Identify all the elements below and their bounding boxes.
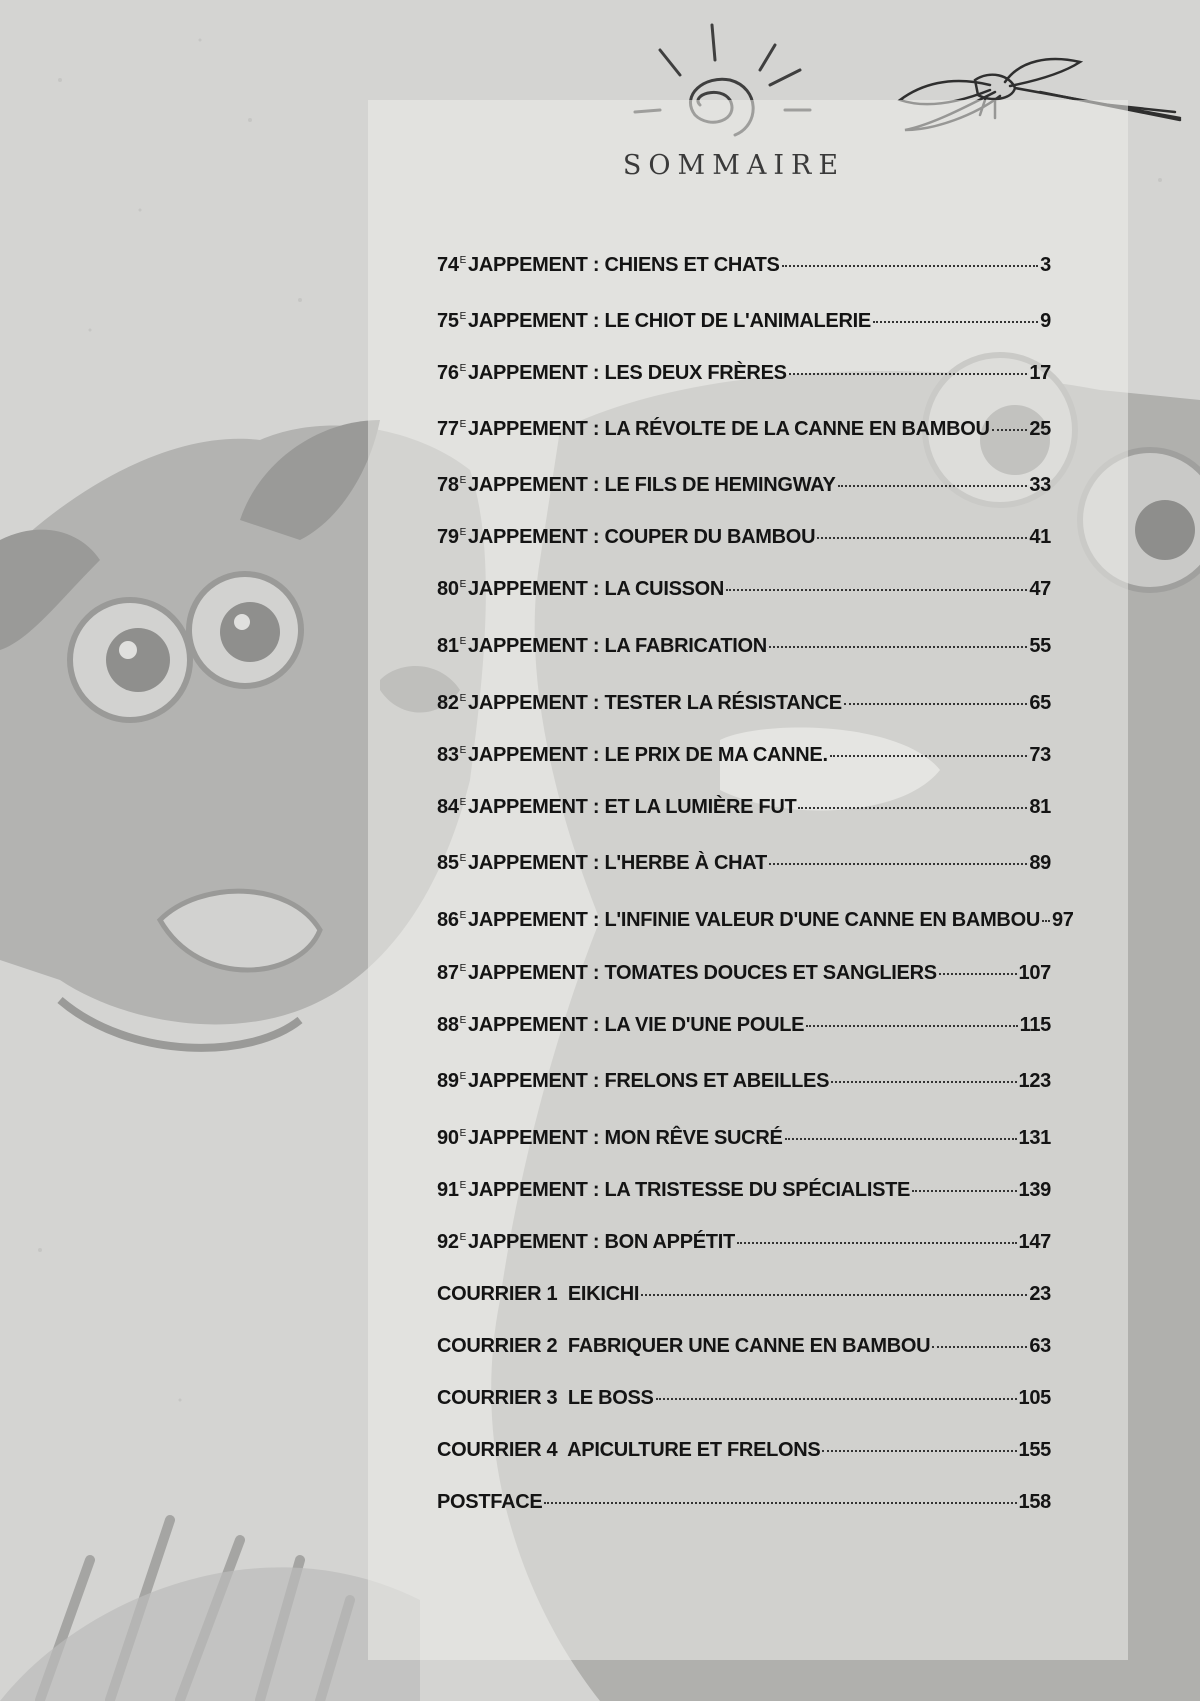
entry-title: MON RÊVE SUCRÉ	[604, 1127, 783, 1149]
entry-kind: JAPPEMENT	[468, 962, 588, 984]
entry-separator: :	[587, 578, 605, 600]
entry-separator	[557, 1387, 568, 1409]
page-number: 155	[1018, 1439, 1051, 1461]
toc-entry	[437, 1179, 1051, 1211]
chapter-number-suffix: E	[459, 255, 467, 266]
entry-separator	[557, 1283, 568, 1305]
page-number: 55	[1029, 635, 1051, 657]
entry-kind: JAPPEMENT	[468, 796, 588, 818]
chapter-number: 89	[437, 1070, 459, 1092]
toc-entry-label	[437, 852, 767, 875]
chapter-number-suffix: E	[459, 1180, 467, 1191]
toc-entry	[437, 362, 1051, 394]
entry-title: LA RÉVOLTE DE LA CANNE EN BAMBOU	[604, 418, 990, 440]
entry-kind: JAPPEMENT	[468, 852, 588, 874]
entry-separator: :	[587, 692, 605, 714]
page-number: 131	[1018, 1127, 1051, 1149]
entry-kind: COURRIER 1	[437, 1283, 558, 1305]
dot-leader	[932, 1346, 1027, 1348]
toc-entry	[437, 1014, 1051, 1046]
chapter-number: 92	[437, 1231, 459, 1253]
toc-entry-label	[437, 418, 990, 441]
dot-leader	[992, 429, 1028, 431]
page-number: 123	[1018, 1070, 1051, 1092]
toc-entry-label	[437, 962, 937, 985]
entry-separator: :	[587, 852, 605, 874]
toc-entry-label	[437, 796, 796, 819]
entry-separator: :	[587, 744, 605, 766]
entry-title: LA FABRICATION	[604, 635, 767, 657]
dot-leader	[830, 755, 1028, 757]
entry-title: APICULTURE ET FRELONS	[567, 1439, 821, 1461]
toc-entry	[437, 310, 1051, 342]
toc-entry-label	[437, 1439, 820, 1462]
chapter-number-suffix: E	[459, 419, 467, 430]
page-number: 73	[1029, 744, 1051, 766]
entry-title: POSTFACE	[437, 1491, 543, 1513]
chapter-number: 85	[437, 852, 459, 874]
chapter-number-suffix: E	[459, 1071, 467, 1082]
chapter-number: 74	[437, 254, 459, 276]
toc-entry-label	[437, 1335, 930, 1358]
toc-entry	[437, 1491, 1051, 1523]
toc-entry	[437, 852, 1051, 884]
entry-title: LE BOSS	[567, 1387, 654, 1409]
chapter-number: 80	[437, 578, 459, 600]
page-number: 47	[1029, 578, 1051, 600]
page-title: SOMMAIRE	[622, 150, 846, 181]
page-number: 23	[1029, 1283, 1051, 1305]
entry-separator: :	[587, 635, 605, 657]
entry-title: L'HERBE À CHAT	[604, 852, 767, 874]
dot-leader	[798, 807, 1027, 809]
toc-entry-label	[437, 578, 724, 601]
page-number: 89	[1029, 852, 1051, 874]
toc-entry	[437, 578, 1051, 610]
toc-entry-label	[437, 310, 871, 333]
page-number: 65	[1029, 692, 1051, 714]
chapter-number-suffix: E	[459, 579, 467, 590]
entry-kind: JAPPEMENT	[468, 744, 588, 766]
dot-leader	[641, 1294, 1027, 1296]
dot-leader	[1042, 920, 1050, 922]
dot-leader	[782, 265, 1039, 267]
toc-entry	[437, 1335, 1051, 1367]
entry-separator: :	[587, 474, 605, 496]
page-number: 3	[1040, 254, 1051, 276]
chapter-number-suffix: E	[459, 910, 467, 921]
chapter-number-suffix: E	[459, 1015, 467, 1026]
dot-leader	[789, 373, 1028, 375]
entry-kind: COURRIER 2	[437, 1335, 558, 1357]
entry-title: LE CHIOT DE L'ANIMALERIE	[604, 310, 871, 332]
page-number: 107	[1018, 962, 1051, 984]
entry-kind: JAPPEMENT	[468, 1014, 588, 1036]
page-number: 147	[1018, 1231, 1051, 1253]
chapter-number: 78	[437, 474, 459, 496]
dot-leader	[912, 1190, 1016, 1192]
entry-kind: JAPPEMENT	[468, 692, 588, 714]
toc-entry	[437, 635, 1051, 667]
entry-separator: :	[587, 418, 605, 440]
entry-title: FABRIQUER UNE CANNE EN BAMBOU	[567, 1335, 931, 1357]
toc-entry-label	[437, 1231, 735, 1254]
entry-title: BON APPÉTIT	[604, 1231, 735, 1253]
toc-entry-label	[437, 1070, 829, 1093]
entry-title: CHIENS ET CHATS	[604, 254, 780, 276]
chapter-number-suffix: E	[459, 797, 467, 808]
dot-leader	[822, 1450, 1016, 1452]
chapter-number: 87	[437, 962, 459, 984]
toc-entry	[437, 1070, 1051, 1102]
page-number: 81	[1029, 796, 1051, 818]
chapter-number: 90	[437, 1127, 459, 1149]
chapter-number: 91	[437, 1179, 459, 1201]
chapter-number-suffix: E	[459, 693, 467, 704]
dot-leader	[844, 703, 1028, 705]
page-number: 97	[1051, 909, 1074, 931]
toc-entry	[437, 962, 1051, 994]
dot-leader	[817, 537, 1027, 539]
chapter-number: 86	[437, 909, 459, 931]
entry-title: LE FILS DE HEMINGWAY	[604, 474, 836, 496]
chapter-number-suffix: E	[459, 1128, 467, 1139]
entry-separator	[557, 1335, 568, 1357]
dot-leader	[785, 1138, 1017, 1140]
toc-entry	[437, 474, 1051, 506]
entry-separator: :	[587, 1127, 605, 1149]
page-number: 158	[1018, 1491, 1051, 1513]
toc-entry	[437, 744, 1051, 776]
dot-leader	[806, 1025, 1017, 1027]
entry-separator	[557, 1439, 567, 1461]
toc-entry-label	[437, 635, 767, 658]
entry-kind: JAPPEMENT	[468, 1127, 588, 1149]
page-number: 115	[1019, 1014, 1051, 1036]
toc-entry-label	[437, 1014, 804, 1037]
entry-title: LA VIE D'UNE POULE	[604, 1014, 805, 1036]
dot-leader	[838, 485, 1028, 487]
toc-entry-label	[437, 1387, 654, 1410]
dot-leader	[939, 973, 1017, 975]
entry-kind: JAPPEMENT	[468, 1231, 588, 1253]
toc-entry-label	[437, 909, 1040, 932]
page-number: 139	[1018, 1179, 1051, 1201]
entry-title: LE PRIX DE MA CANNE.	[604, 744, 828, 766]
dot-leader	[769, 646, 1027, 648]
toc-entry-label	[437, 1491, 542, 1514]
entry-title: L'INFINIE VALEUR D'UNE CANNE EN BAMBOU	[604, 909, 1040, 931]
toc-entry	[437, 1283, 1051, 1315]
entry-separator: :	[587, 254, 605, 276]
entry-separator: :	[587, 1231, 605, 1253]
entry-kind: JAPPEMENT	[468, 635, 588, 657]
entry-separator: :	[587, 310, 605, 332]
entry-title: COUPER DU BAMBOU	[604, 526, 816, 548]
page-number: 9	[1040, 310, 1051, 332]
toc-entry	[437, 526, 1051, 558]
toc-entry	[437, 254, 1051, 286]
chapter-number: 84	[437, 796, 459, 818]
toc-entry	[437, 909, 1074, 941]
toc-entry-label	[437, 1283, 639, 1306]
entry-kind: JAPPEMENT	[468, 1070, 588, 1092]
toc-entry-label	[437, 744, 828, 767]
chapter-number-suffix: E	[459, 963, 467, 974]
entry-kind: JAPPEMENT	[468, 474, 588, 496]
toc-entry-label	[437, 254, 780, 277]
chapter-number-suffix: E	[459, 745, 467, 756]
entry-title: TOMATES DOUCES ET SANGLIERS	[604, 962, 937, 984]
entry-title: TESTER LA RÉSISTANCE	[604, 692, 842, 714]
chapter-number: 82	[437, 692, 459, 714]
chapter-number-suffix: E	[459, 311, 467, 322]
toc-entry-label	[437, 692, 842, 715]
entry-separator: :	[587, 1014, 605, 1036]
entry-kind: JAPPEMENT	[468, 526, 588, 548]
chapter-number-suffix: E	[459, 1232, 467, 1243]
toc-entry-label	[437, 362, 787, 385]
chapter-number-suffix: E	[459, 636, 467, 647]
toc-entry	[437, 796, 1051, 828]
toc-entry	[437, 1127, 1051, 1159]
entry-kind: JAPPEMENT	[468, 1179, 588, 1201]
chapter-number: 83	[437, 744, 459, 766]
toc-entry-label	[437, 1179, 910, 1202]
chapter-number: 88	[437, 1014, 459, 1036]
entry-title: LA TRISTESSE DU SPÉCIALISTE	[604, 1179, 911, 1201]
chapter-number-suffix: E	[459, 527, 467, 538]
entry-kind: JAPPEMENT	[468, 362, 588, 384]
entry-kind: JAPPEMENT	[468, 578, 588, 600]
chapter-number: 75	[437, 310, 459, 332]
dot-leader	[726, 589, 1027, 591]
entry-separator: :	[587, 526, 605, 548]
entry-separator: :	[587, 1179, 605, 1201]
entry-kind: COURRIER 3	[437, 1387, 558, 1409]
dot-leader	[656, 1398, 1017, 1400]
dot-leader	[831, 1081, 1016, 1083]
entry-kind: JAPPEMENT	[468, 418, 588, 440]
entry-title: ET LA LUMIÈRE FUT	[604, 796, 797, 818]
page-number: 17	[1029, 362, 1051, 384]
toc-entry	[437, 1439, 1051, 1471]
entry-separator: :	[587, 909, 605, 931]
entry-separator: :	[587, 796, 605, 818]
dot-leader	[873, 321, 1038, 323]
toc-entry	[437, 1231, 1051, 1263]
entry-title: EIKICHI	[567, 1283, 640, 1305]
chapter-number: 77	[437, 418, 459, 440]
page-number: 105	[1018, 1387, 1051, 1409]
entry-kind: JAPPEMENT	[468, 909, 588, 931]
toc-entry	[437, 1387, 1051, 1419]
entry-title: LA CUISSON	[604, 578, 725, 600]
dot-leader	[769, 863, 1027, 865]
chapter-number: 81	[437, 635, 459, 657]
chapter-number-suffix: E	[459, 475, 467, 486]
entry-kind: JAPPEMENT	[468, 254, 588, 276]
chapter-number: 79	[437, 526, 459, 548]
toc-entry	[437, 418, 1051, 450]
page-number: 25	[1029, 418, 1051, 440]
toc-entry-label	[437, 1127, 783, 1150]
toc-entry-label	[437, 526, 815, 549]
toc-entry-label	[437, 474, 836, 497]
entry-title: LES DEUX FRÈRES	[604, 362, 787, 384]
dot-leader	[544, 1502, 1016, 1504]
entry-separator: :	[587, 362, 605, 384]
page-number: 33	[1029, 474, 1051, 496]
chapter-number-suffix: E	[459, 853, 467, 864]
entry-kind: COURRIER 4	[437, 1439, 558, 1461]
entry-separator: :	[587, 962, 605, 984]
chapter-number-suffix: E	[459, 363, 467, 374]
page-number: 63	[1029, 1335, 1051, 1357]
dot-leader	[737, 1242, 1017, 1244]
toc-entry	[437, 692, 1051, 724]
chapter-number: 76	[437, 362, 459, 384]
page-number: 41	[1029, 526, 1051, 548]
entry-title: FRELONS ET ABEILLES	[604, 1070, 830, 1092]
entry-separator: :	[587, 1070, 605, 1092]
entry-kind: JAPPEMENT	[468, 310, 588, 332]
